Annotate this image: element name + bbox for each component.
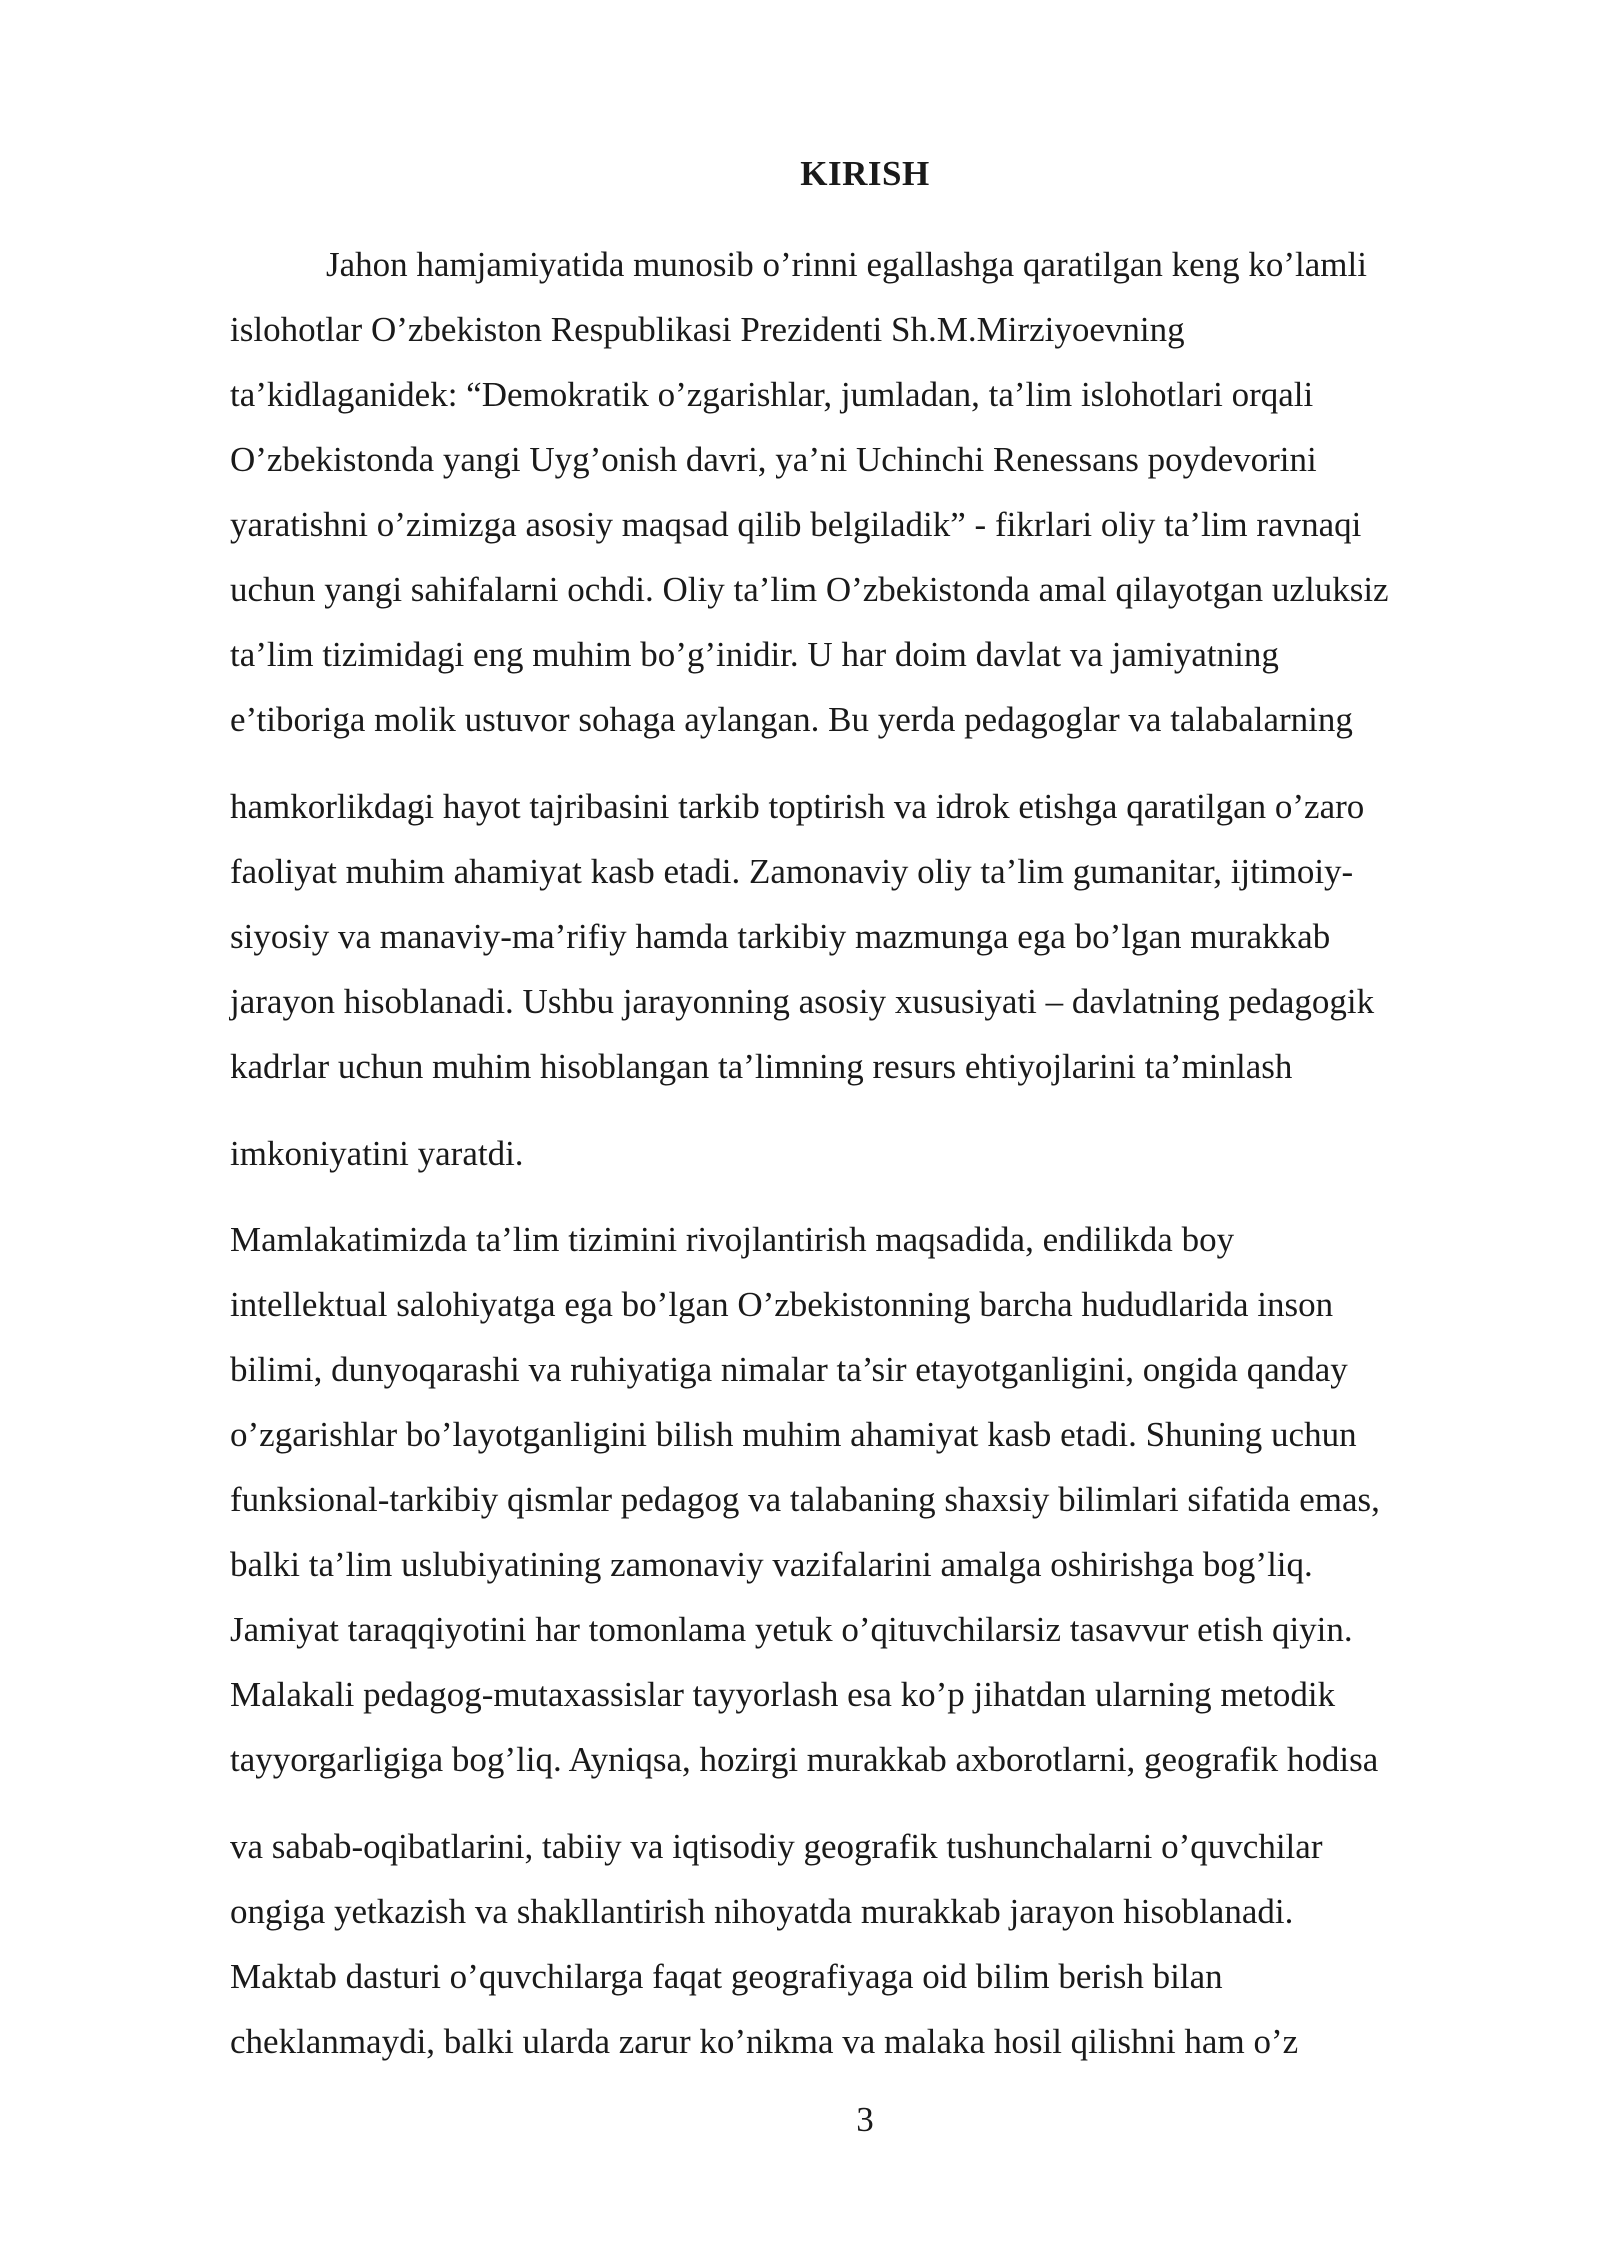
text-line: ongiga yetkazish va shakllantirish nihoyatda murakkab jarayon hisoblanadi.: [230, 1892, 1294, 1931]
text-line: kadrlar uchun muhim hisoblangan ta’limning resurs ehtiyojlarini ta’minlash: [230, 1047, 1293, 1086]
text-line: intellektual salohiyatga ega bo’lgan O’zbekistonning barcha hududlarida inson: [230, 1285, 1334, 1324]
text-line: funksional-tarkibiy qismlar pedagog va talabaning shaxsiy bilimlari sifatida emas,: [230, 1480, 1380, 1519]
page-number: 3: [856, 2100, 874, 2139]
text-line: va sabab-oqibatlarini, tabiiy va iqtisodiy geografik tushunchalarni o’quvchilar: [230, 1827, 1323, 1866]
text-line: ta’kidlaganidek: “Demokratik o’zgarishlar, jumladan, ta’lim islohotlari orqali: [230, 375, 1314, 414]
text-line: cheklanmaydi, balki ularda zarur ko’nikma va malaka hosil qilishni ham o’z: [230, 2022, 1299, 2061]
text-line: O’zbekistonda yangi Uyg’onish davri, ya’ni Uchinchi Renessans poydevorini: [230, 440, 1317, 479]
text-line: Maktab dasturi o’quvchilarga faqat geografiyaga oid bilim berish bilan: [230, 1957, 1223, 1996]
text-line: hamkorlikdagi hayot tajribasini tarkib toptirish va idrok etishga qaratilgan o’zaro: [230, 787, 1365, 826]
text-line: imkoniyatini yaratdi.: [230, 1134, 524, 1173]
text-line: Mamlakatimizda ta’lim tizimini rivojlantirish maqsadida, endilikda boy: [230, 1220, 1235, 1259]
text-line: bilimi, dunyoqarashi va ruhiyatiga nimalar ta’sir etayotganligini, ongida qanday: [230, 1350, 1348, 1389]
text-line: Malakali pedagog-mutaxassislar tayyorlash esa ko’p jihatdan ularning metodik: [230, 1675, 1336, 1714]
text-line: o’zgarishlar bo’layotganligini bilish muhim ahamiyat kasb etadi. Shuning uchun: [230, 1415, 1357, 1454]
page-title: KIRISH: [800, 154, 930, 193]
text-line: siyosiy va manaviy-ma’rifiy hamda tarkibiy mazmunga ega bo’lgan murakkab: [230, 917, 1331, 956]
text-line: islohotlar O’zbekiston Respublikasi Prezidenti Sh.M.Mirziyoevning: [230, 310, 1185, 349]
text-line: jarayon hisoblanadi. Ushbu jarayonning asosiy xususiyati – davlatning pedagogik: [230, 982, 1375, 1021]
text-line: e’tiboriga molik ustuvor sohaga aylangan. Bu yerda pedagoglar va talabalarning: [230, 700, 1353, 739]
text-line: Jahon hamjamiyatida munosib o’rinni egallashga qaratilgan keng ko’lamli: [326, 245, 1367, 284]
text-line: yaratishni o’zimizga asosiy maqsad qilib belgiladik” - fikrlari oliy ta’lim ravnaqi: [230, 505, 1362, 544]
text-line: Jamiyat taraqqiyotini har tomonlama yetuk o’qituvchilarsiz tasavvur etish qiyin.: [230, 1610, 1353, 1649]
text-line: faoliyat muhim ahamiyat kasb etadi. Zamonaviy oliy ta’lim gumanitar, ijtimoiy-: [230, 852, 1354, 891]
text-line: balki ta’lim uslubiyatining zamonaviy vazifalarini amalga oshirishga bog’liq.: [230, 1545, 1313, 1584]
text-line: uchun yangi sahifalarni ochdi. Oliy ta’lim O’zbekistonda amal qilayotgan uzluksiz: [230, 570, 1389, 609]
text-line: tayyorgarligiga bog’liq. Ayniqsa, hozirgi murakkab axborotlarni, geografik hodisa: [230, 1740, 1379, 1779]
text-line: ta’lim tizimidagi eng muhim bo’g’inidir. U har doim davlat va jamiyatning: [230, 635, 1279, 674]
